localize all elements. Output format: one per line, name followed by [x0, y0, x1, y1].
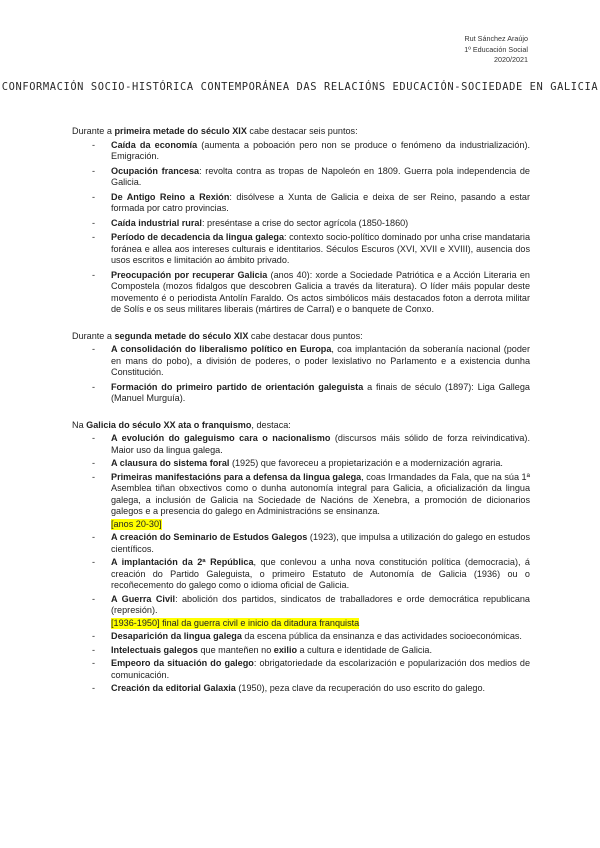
section-second-half-19th-century: [72, 331, 530, 405]
document-body: [72, 126, 530, 710]
list-item: - Formación do primeiro partido de orientación galeguista a finais de século (1897): Liga Gallega (Manuel Murguía).: [72, 382, 530, 405]
section-intro: Na Galicia do século XX ata o franquismo, destaca:: [72, 419, 291, 430]
list-item: - A creación do Seminario de Estudos Galegos (1923), que impulsa a utilización do galego en estudos científicos.: [72, 532, 530, 555]
highlight-note: [anos 20-30]: [111, 518, 162, 529]
section-intro: Durante a primeira metade do século XIX cabe destacar seis puntos:: [72, 126, 358, 136]
list-item: - Desaparición da lingua galega da escena pública da ensinanza e das actividades socioeconómicas.: [72, 631, 530, 643]
author-name: Rut Sánchez Araújo: [464, 34, 528, 43]
section-intro: Durante a segunda metade do século XIX cabe destacar dous puntos:: [72, 330, 363, 341]
list-item: - Período de decadencia da lingua galega: contexto socio-político dominado por unha crise mandataria foránea e allea aos intereses culturais e identitarios. Séculos Escuros (XVI, XVII e XVIII), ausencia dos usos escritos e limitación ao ámbito privado.: [72, 232, 530, 267]
document-header: [464, 34, 528, 66]
academic-year: 2020/2021: [494, 55, 528, 65]
list-item: - A consolidación do liberalismo político en Europa, coa implantación da soberanía nacional (poder en mans do pobo), a división de poderes, o poder lexislativo no Parlamento e a existencia dunha Constitución.: [72, 344, 530, 379]
list-item: - Primeiras manifestacións para a defensa da lingua galega, coas Irmandades da Fala, que na súa 1ª Asemblea tiñan obxectivos como o dunha autonomía integral para Galicia, a oficialización da lingua galega, a inclusión de Galicia na Sociedade de Nacións de Xenebra, a promoción de dicionarios galegos e a presencia do galego en Administracións se ensinanza. [anos 20-30]: [72, 472, 530, 531]
section-20th-century-to-francoism: [72, 420, 530, 695]
course-name: 1º Educación Social: [464, 44, 528, 54]
page-title: CONFORMACIÓN SOCIO-HISTÓRICA CONTEMPORÁNEA DAS RELACIÓNS EDUCACIÓN-SOCIEDADE EN GALICIA: [1, 81, 599, 93]
highlight-note: [1936-1950] final da guerra civil e inicio da ditadura franquista: [111, 617, 360, 628]
list-item: - A Guerra Civil: abolición dos partidos, sindicatos de traballadores e orde democrática republicana (represión). [1936-1950] final da guerra civil e inicio da ditadura franquista: [72, 594, 530, 630]
list-item: - De Antigo Reino a Rexión: disólvese a Xunta de Galicia e deixa de ser Reino, pasando a estar formada por catro provincias.: [72, 192, 530, 215]
list-item: - Empeoro da situación do galego: obrigatoriedade da escolarización e popularización dos medios de comunicación.: [72, 658, 530, 681]
list-item: - Caída industrial rural: preséntase a crise do sector agrícola (1850-1860): [72, 218, 530, 230]
list-item: - A implantación da 2ª República, que conlevou a unha nova constitución política (democracia), á creación do Partido Galeguista, o primeiro Estatuto de Autonomía de Galicia (1936) ou o recoñecemento do galego como o idioma oficial de Galicia.: [72, 557, 530, 592]
section-first-half-19th-century: [72, 126, 530, 316]
list-item: - Caída da economía (aumenta a poboación pero non se produce o fenómeno da industrialización). Emigración.: [72, 140, 530, 163]
list-item: - Preocupación por recuperar Galicia (anos 40): xorde a Sociedade Patriótica e a Acción Literaria en Compostela (mozos fidalgos que descobren Galicia a través da literatura). O líder máis popular deste movemento é o periodista Antolín Faraldo. Os actos simbólicos máis destacados foton a derrota militar de Solís e os seus militares liberais (mártires de Carral) e o banquete de Conxo.: [72, 270, 530, 316]
list-item: - A clausura do sistema foral (1925) que favoreceu a propietarización e a modernización agraria.: [72, 458, 530, 470]
list-item: - A evolución do galeguismo cara o nacionalismo (discursos máis sólido de forza reivindicativa). Maior uso da lingua galega.: [72, 433, 530, 456]
list-item: - Intelectuais galegos que manteñen no exilio a cultura e identidade de Galicia.: [72, 645, 530, 657]
list-item: - Creación da editorial Galaxia (1950), peza clave da recuperación do uso escrito do galego.: [72, 683, 530, 695]
list-item: - Ocupación francesa: revolta contra as tropas de Napoleón en 1809. Guerra pola independencia de Galicia.: [72, 166, 530, 189]
